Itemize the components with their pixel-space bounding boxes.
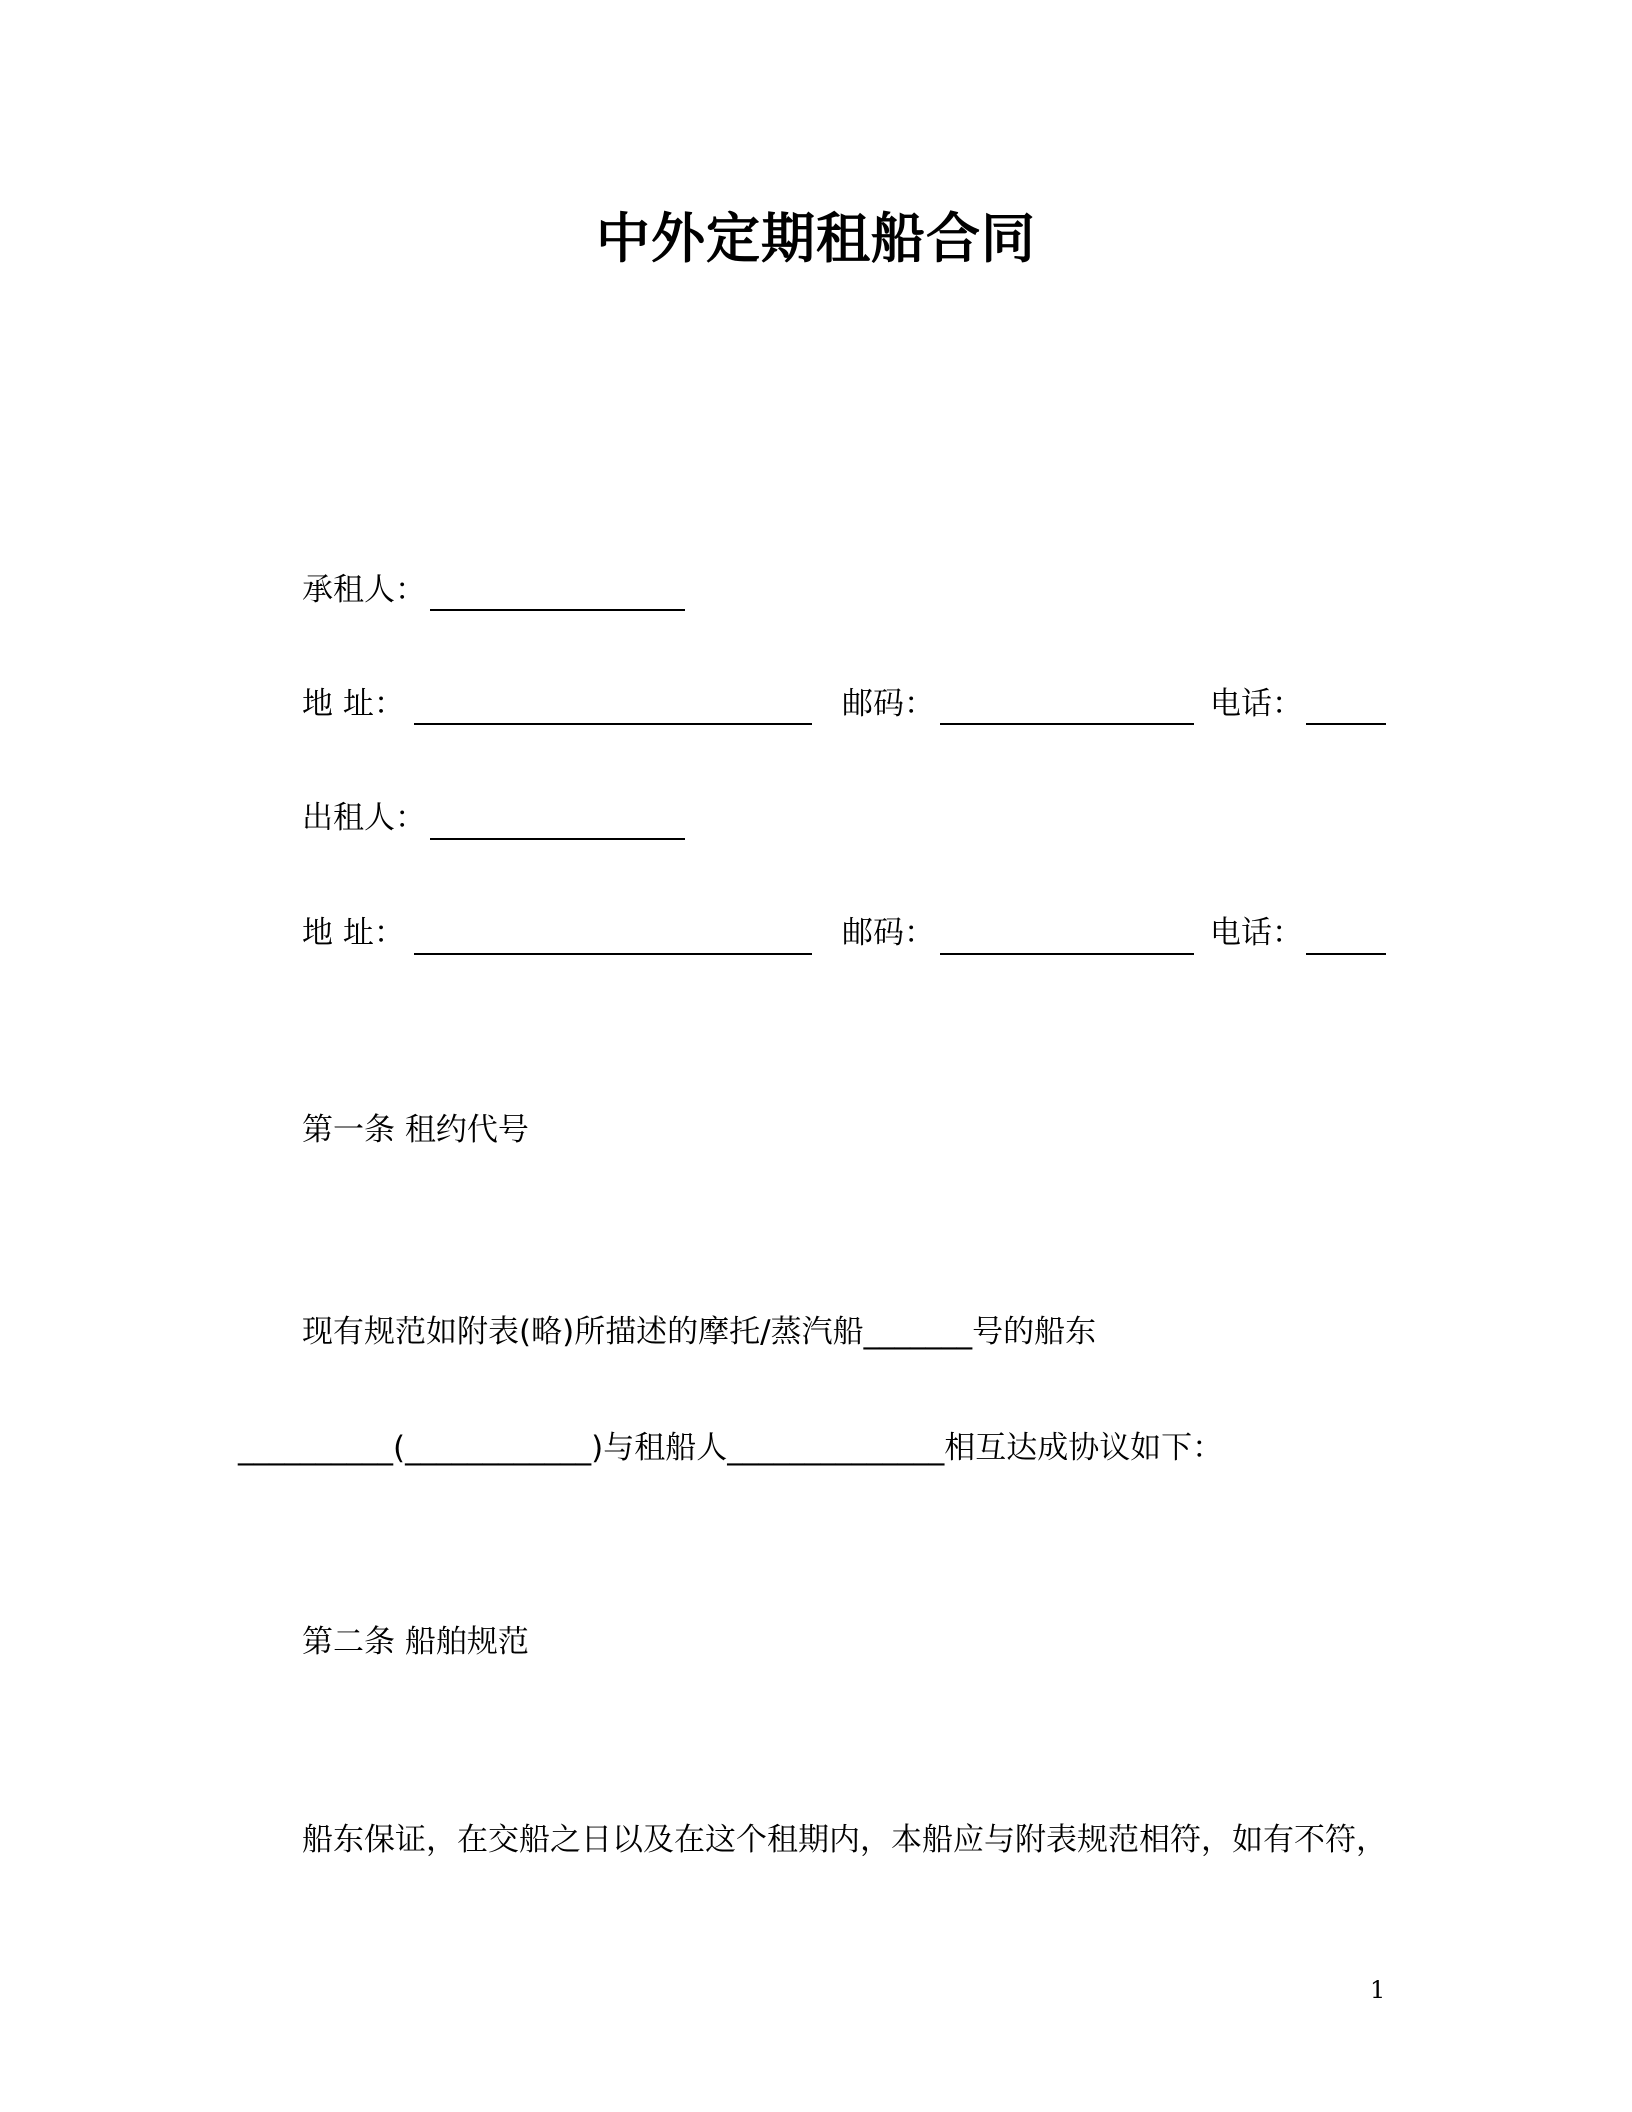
lessee-label: 承租人：: [302, 572, 426, 608]
article1-line2: __________(____________)与租船人______________相互达成协议如下：: [238, 1430, 1224, 1466]
lessor-postcode-blank[interactable]: [940, 953, 1194, 955]
article2-heading: 第二条 船舶规范: [302, 1624, 529, 1660]
lessee-phone-label: 电话：: [1210, 686, 1303, 722]
page-number: 1: [1370, 1976, 1386, 2004]
lessor-phone-blank[interactable]: [1306, 953, 1386, 955]
lessee-postcode-blank[interactable]: [940, 723, 1194, 725]
document-title: 中外定期租船合同: [596, 207, 1036, 270]
lessor-phone-label: 电话：: [1210, 915, 1303, 951]
article2-line1: 船东保证，在交船之日以及在这个租期内，本船应与附表规范相符，如有不符，: [302, 1822, 1387, 1858]
lessor-address-blank[interactable]: [414, 953, 812, 955]
lessor-label: 出租人：: [302, 800, 426, 836]
lessor-postcode-label: 邮码：: [842, 915, 935, 951]
article1-line1: 现有规范如附表(略)所描述的摩托/蒸汽船_______号的船东: [302, 1314, 1097, 1350]
lessee-phone-blank[interactable]: [1306, 723, 1386, 725]
lessor-address-label: 地 址：: [302, 915, 405, 951]
lessee-name-blank[interactable]: [430, 609, 685, 611]
lessor-name-blank[interactable]: [430, 838, 685, 840]
lessee-address-blank[interactable]: [414, 723, 812, 725]
lessee-postcode-label: 邮码：: [842, 686, 935, 722]
article1-heading: 第一条 租约代号: [302, 1112, 529, 1148]
lessee-address-label: 地 址：: [302, 686, 405, 722]
